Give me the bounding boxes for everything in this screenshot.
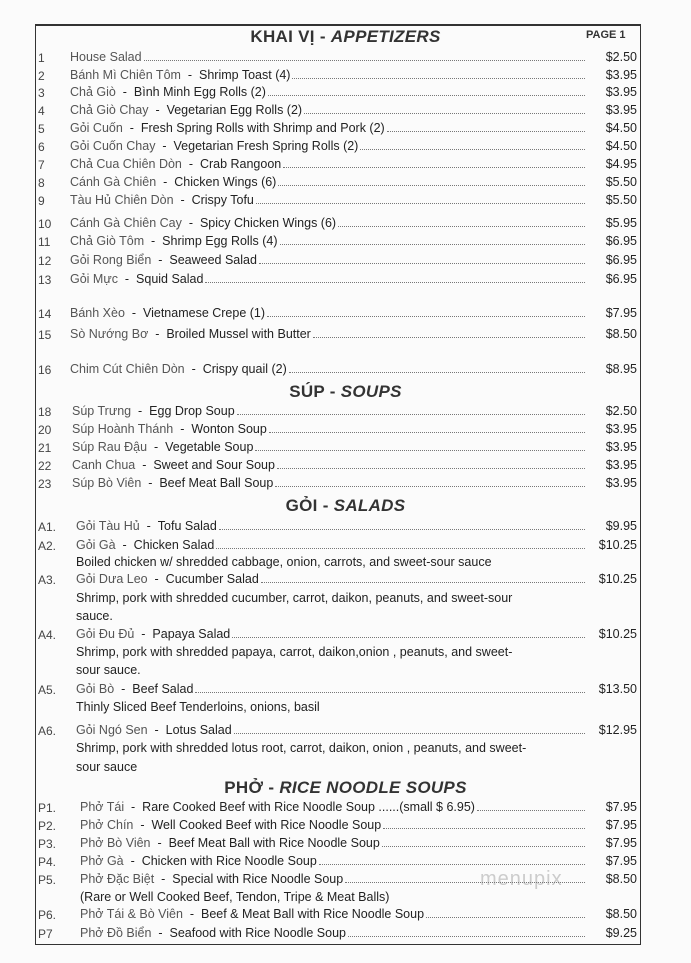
menu-item bbox=[70, 121, 585, 135]
dash: - bbox=[133, 818, 152, 832]
item-number: 20 bbox=[38, 423, 52, 437]
item-name-vn: Phở Đặc Biệt bbox=[80, 872, 155, 886]
dot-leader bbox=[387, 122, 585, 132]
item-name-vn: Gỏi Gà bbox=[76, 538, 116, 552]
item-number: 14 bbox=[38, 307, 52, 321]
page-number: PAGE 1 bbox=[586, 29, 626, 41]
item-name-vn: Tàu Hủ Chiên Dòn bbox=[70, 193, 174, 207]
dot-leader bbox=[278, 176, 585, 186]
item-number: 23 bbox=[38, 477, 52, 491]
dash: - bbox=[184, 362, 203, 376]
dash: - bbox=[148, 103, 167, 117]
item-name-en: Beef Meat Ball Soup bbox=[159, 476, 274, 490]
menu-item bbox=[70, 272, 585, 286]
dash: - bbox=[173, 422, 192, 436]
separator: - bbox=[317, 496, 334, 515]
item-name-en: Special with Rice Noodle Soup bbox=[172, 872, 344, 886]
menu-item bbox=[72, 458, 585, 472]
item-price: $2.50 bbox=[605, 404, 637, 418]
item-price: $3.95 bbox=[605, 476, 637, 490]
menu-item bbox=[72, 404, 585, 418]
item-name-vn: Gỏi Dưa Leo bbox=[76, 572, 148, 586]
dot-leader bbox=[267, 307, 585, 317]
dash: - bbox=[139, 519, 158, 533]
dot-leader bbox=[259, 254, 585, 264]
item-description: sour sauce bbox=[76, 760, 138, 774]
item-name-en: Seaweed Salad bbox=[169, 253, 257, 267]
dash: - bbox=[182, 907, 201, 921]
item-number: 18 bbox=[38, 405, 52, 419]
item-number: 3 bbox=[38, 86, 45, 100]
dot-leader bbox=[261, 573, 585, 583]
item-price: $8.50 bbox=[605, 327, 637, 341]
item-name-en: Beef & Meat Ball with Rice Noodle Soup bbox=[201, 907, 425, 921]
dot-leader bbox=[477, 801, 585, 811]
dash: - bbox=[114, 682, 133, 696]
item-name-vn: Bánh Xèo bbox=[70, 306, 125, 320]
dash: - bbox=[135, 458, 154, 472]
item-name-vn: Cánh Gà Chiên Cay bbox=[70, 216, 182, 230]
item-number: 5 bbox=[38, 122, 45, 136]
menu-item bbox=[70, 306, 585, 320]
item-name-en: Papaya Salad bbox=[152, 627, 231, 641]
menu-item bbox=[80, 818, 585, 832]
menu-item bbox=[80, 907, 585, 921]
section-title-en: APPETIZERS bbox=[330, 27, 441, 46]
menu-item bbox=[70, 103, 585, 117]
item-name-en: Well Cooked Beef with Rice Noodle Soup bbox=[151, 818, 382, 832]
item-name-en: Chicken Salad bbox=[133, 538, 215, 552]
item-description: Shrimp, pork with shredded papaya, carrot, daikon,onion , peanuts, and sweet- bbox=[76, 645, 513, 659]
dot-leader bbox=[319, 855, 585, 865]
menu-item bbox=[70, 253, 585, 267]
dash: - bbox=[147, 572, 166, 586]
menu-item bbox=[70, 157, 585, 171]
item-price: $6.95 bbox=[605, 253, 637, 267]
item-name-vn: Gỏi Rong Biển bbox=[70, 253, 152, 267]
item-number: A2. bbox=[38, 539, 57, 553]
item-description: (Rare or Well Cooked Beef, Tendon, Tripe & Meat Balls) bbox=[80, 890, 390, 904]
menu-item bbox=[70, 216, 585, 230]
menu-item bbox=[80, 800, 585, 814]
item-price: $3.95 bbox=[605, 103, 637, 117]
item-name-vn: Phở Chín bbox=[80, 818, 134, 832]
dash: - bbox=[124, 306, 143, 320]
item-description: Shrimp, pork with shredded lotus root, carrot, daikon, onion , peanuts, and sweet- bbox=[76, 741, 527, 755]
item-number: 2 bbox=[38, 69, 45, 83]
item-name-vn: Phở Bò Viên bbox=[80, 836, 151, 850]
item-name-en: Shrimp Egg Rolls (4) bbox=[162, 234, 278, 248]
item-name-en: Wonton Soup bbox=[191, 422, 267, 436]
dot-leader bbox=[144, 51, 585, 61]
dot-leader bbox=[345, 873, 585, 883]
item-name-en: Vegetarian Fresh Spring Rolls (2) bbox=[173, 139, 359, 153]
item-name-vn: Phở Đồ Biển bbox=[80, 926, 152, 940]
item-price: $5.95 bbox=[605, 216, 637, 230]
item-number: 8 bbox=[38, 176, 45, 190]
menu-item bbox=[76, 519, 585, 533]
dash: - bbox=[155, 139, 174, 153]
item-description: sour sauce. bbox=[76, 663, 141, 677]
item-name-vn: Chả Giò Chay bbox=[70, 103, 149, 117]
item-name-vn: Súp Bò Viên bbox=[72, 476, 142, 490]
item-name-vn: Gỏi Đu Đủ bbox=[76, 627, 135, 641]
item-number: A6. bbox=[38, 724, 57, 738]
item-price: $10.25 bbox=[598, 627, 637, 641]
dot-leader bbox=[289, 363, 585, 373]
item-price: $13.50 bbox=[598, 682, 637, 696]
item-price: $6.95 bbox=[605, 272, 637, 286]
menu-item bbox=[80, 872, 585, 886]
menu-item bbox=[76, 538, 585, 552]
item-price: $10.25 bbox=[598, 572, 637, 586]
section-header bbox=[0, 382, 691, 402]
dash: - bbox=[134, 627, 153, 641]
item-name-vn: Chả Cua Chiên Dòn bbox=[70, 157, 182, 171]
dot-leader bbox=[216, 539, 585, 549]
item-price: $9.95 bbox=[605, 519, 637, 533]
dash: - bbox=[115, 538, 134, 552]
item-price: $7.95 bbox=[605, 836, 637, 850]
dash: - bbox=[150, 836, 169, 850]
dot-leader bbox=[360, 140, 585, 150]
dot-leader bbox=[348, 927, 585, 937]
item-name-en: Crispy Tofu bbox=[191, 193, 254, 207]
menu-item bbox=[80, 854, 585, 868]
item-description: Boiled chicken w/ shredded cabbage, onion, carrots, and sweet-sour sauce bbox=[76, 555, 492, 569]
separator: - bbox=[324, 382, 341, 401]
dash: - bbox=[115, 85, 134, 99]
item-name-en: Sweet and Sour Soup bbox=[153, 458, 275, 472]
item-number: 11 bbox=[38, 235, 51, 249]
item-name-vn: Gỏi Cuốn Chay bbox=[70, 139, 156, 153]
dash: - bbox=[154, 872, 173, 886]
item-name-vn: Bánh Mì Chiên Tôm bbox=[70, 68, 181, 82]
item-name-en: Egg Drop Soup bbox=[149, 404, 235, 418]
menu-item bbox=[70, 175, 585, 189]
item-number: A5. bbox=[38, 683, 57, 697]
dash: - bbox=[181, 157, 200, 171]
item-number: 1 bbox=[38, 51, 45, 65]
separator: - bbox=[314, 27, 331, 46]
item-price: $3.95 bbox=[605, 422, 637, 436]
item-price: $6.95 bbox=[605, 234, 637, 248]
dash: - bbox=[147, 440, 166, 454]
item-name-vn: Súp Hoành Thánh bbox=[72, 422, 174, 436]
dot-leader bbox=[219, 520, 585, 530]
dash: - bbox=[147, 723, 166, 737]
dot-leader bbox=[195, 683, 585, 693]
item-number: A1. bbox=[38, 520, 57, 534]
item-price: $4.95 bbox=[605, 157, 637, 171]
item-name-vn: Phở Gà bbox=[80, 854, 124, 868]
item-number: 12 bbox=[38, 254, 52, 268]
dot-leader bbox=[338, 217, 585, 227]
item-price: $7.95 bbox=[605, 818, 637, 832]
item-name-en: Chicken Wings (6) bbox=[174, 175, 277, 189]
dot-leader bbox=[292, 69, 585, 79]
item-name-en: Beef Salad bbox=[132, 682, 194, 696]
dash: - bbox=[144, 234, 163, 248]
item-price: $9.25 bbox=[605, 926, 637, 940]
section-title-en: SALADS bbox=[333, 496, 406, 515]
item-number: 7 bbox=[38, 158, 45, 172]
item-price: $3.95 bbox=[605, 85, 637, 99]
dash: - bbox=[123, 854, 142, 868]
dot-leader bbox=[304, 104, 585, 114]
dash: - bbox=[148, 327, 167, 341]
item-price: $3.95 bbox=[605, 68, 637, 82]
item-name-vn: Cánh Gà Chiên bbox=[70, 175, 157, 189]
item-price: $8.50 bbox=[605, 872, 637, 886]
menu-item bbox=[70, 50, 585, 64]
menu-item bbox=[76, 627, 585, 641]
item-name-vn: Sò Nướng Bơ bbox=[70, 327, 149, 341]
item-price: $12.95 bbox=[598, 723, 637, 737]
item-name-en: Cucumber Salad bbox=[165, 572, 259, 586]
item-name-en: Rare Cooked Beef with Rice Noodle Soup ......(small $ 6.95) bbox=[142, 800, 475, 814]
dot-leader bbox=[269, 423, 585, 433]
item-description: Shrimp, pork with shredded cucumber, carrot, daikon, peanuts, and sweet-sour bbox=[76, 591, 513, 605]
item-name-en: Lotus Salad bbox=[165, 723, 232, 737]
dash: - bbox=[180, 68, 199, 82]
menu-item bbox=[72, 476, 585, 490]
dot-leader bbox=[234, 724, 585, 734]
item-name-en: Bình Minh Egg Rolls (2) bbox=[133, 85, 266, 99]
item-number: P2. bbox=[38, 819, 57, 833]
dot-leader bbox=[313, 328, 585, 338]
item-name-vn: Gỏi Ngó Sen bbox=[76, 723, 148, 737]
dash: - bbox=[117, 272, 137, 286]
dash: - bbox=[124, 800, 143, 814]
section-header bbox=[0, 27, 691, 47]
item-price: $3.95 bbox=[605, 440, 637, 454]
item-name-vn: Gỏi Bò bbox=[76, 682, 115, 696]
item-name-vn: Phở Tái bbox=[80, 800, 125, 814]
section-header bbox=[0, 778, 691, 798]
item-number: 9 bbox=[38, 194, 45, 208]
dash: - bbox=[122, 121, 141, 135]
dot-leader bbox=[426, 908, 585, 918]
item-name-vn: Chim Cút Chiên Dòn bbox=[70, 362, 185, 376]
item-name-vn: Gỏi Tàu Hủ bbox=[76, 519, 140, 533]
separator: - bbox=[263, 778, 280, 797]
item-price: $8.95 bbox=[605, 362, 637, 376]
dash: - bbox=[173, 193, 192, 207]
item-number: 22 bbox=[38, 459, 52, 473]
item-name-en: Squid Salad bbox=[136, 272, 204, 286]
item-name-en: Seafood with Rice Noodle Soup bbox=[169, 926, 347, 940]
item-name-vn: Gỏi Cuốn bbox=[70, 121, 123, 135]
dot-leader bbox=[255, 441, 585, 451]
item-price: $7.95 bbox=[605, 854, 637, 868]
dash: - bbox=[181, 216, 200, 230]
dot-leader bbox=[382, 837, 585, 847]
dot-leader bbox=[280, 235, 586, 245]
item-number: A4. bbox=[38, 628, 57, 642]
menu-item bbox=[70, 362, 585, 376]
item-name-vn: Gỏi Mực bbox=[70, 272, 118, 286]
section-title-vn: PHỞ bbox=[224, 778, 264, 797]
dot-leader bbox=[256, 194, 585, 204]
section-title-en: SOUPS bbox=[340, 382, 402, 401]
section-title-vn: SÚP bbox=[289, 382, 325, 401]
menu-item bbox=[70, 85, 585, 99]
dot-leader bbox=[275, 477, 585, 487]
item-number: P1. bbox=[38, 801, 57, 815]
menu-item bbox=[76, 682, 585, 696]
item-name-en: Vegetarian Egg Rolls (2) bbox=[166, 103, 303, 117]
item-number: P7 bbox=[38, 927, 53, 941]
dot-leader bbox=[268, 86, 585, 96]
item-price: $2.50 bbox=[605, 50, 637, 64]
menu-item bbox=[76, 572, 585, 586]
item-name-vn: Phở Tái & Bò Viên bbox=[80, 907, 183, 921]
menu-item bbox=[70, 234, 585, 248]
item-price: $8.50 bbox=[605, 907, 637, 921]
item-name-en: Spicy Chicken Wings (6) bbox=[199, 216, 337, 230]
item-name-vn: Súp Trưng bbox=[72, 404, 132, 418]
menu-item bbox=[72, 422, 585, 436]
item-number: 16 bbox=[38, 363, 52, 377]
section-header bbox=[0, 496, 691, 516]
menu-item bbox=[80, 926, 585, 940]
dot-leader bbox=[283, 158, 585, 168]
item-number: 10 bbox=[38, 217, 52, 231]
item-name-vn: House Salad bbox=[70, 50, 142, 64]
item-name-en: Broiled Mussel with Butter bbox=[166, 327, 311, 341]
item-number: 6 bbox=[38, 140, 45, 154]
item-name-en: Tofu Salad bbox=[157, 519, 217, 533]
item-name-en: Chicken with Rice Noodle Soup bbox=[141, 854, 317, 868]
dash: - bbox=[131, 404, 150, 418]
dash: - bbox=[156, 175, 175, 189]
item-name-en: Crab Rangoon bbox=[199, 157, 282, 171]
item-price: $7.95 bbox=[605, 800, 637, 814]
item-number: P4. bbox=[38, 855, 57, 869]
item-name-vn: Chả Giò Tôm bbox=[70, 234, 145, 248]
menu-item bbox=[70, 139, 585, 153]
dot-leader bbox=[237, 405, 585, 415]
menu-item bbox=[70, 327, 585, 341]
section-title-vn: GỎI bbox=[285, 496, 318, 515]
dash: - bbox=[141, 476, 160, 490]
section-title-vn: KHAI VỊ bbox=[250, 27, 315, 46]
dash: - bbox=[151, 926, 170, 940]
section-title-en: RICE NOODLE SOUPS bbox=[279, 778, 467, 797]
item-price: $5.50 bbox=[605, 175, 637, 189]
menu-item bbox=[80, 836, 585, 850]
item-name-en: Vietnamese Crepe (1) bbox=[142, 306, 266, 320]
item-price: $10.25 bbox=[598, 538, 637, 552]
watermark: menupix bbox=[480, 868, 563, 890]
menu-item bbox=[76, 723, 585, 737]
dot-leader bbox=[383, 819, 585, 829]
item-price: $4.50 bbox=[605, 121, 637, 135]
item-name-en: Beef Meat Ball with Rice Noodle Soup bbox=[168, 836, 380, 850]
dot-leader bbox=[277, 459, 585, 469]
item-price: $7.95 bbox=[605, 306, 637, 320]
item-name-en: Vegetable Soup bbox=[165, 440, 254, 454]
dash: - bbox=[151, 253, 170, 267]
item-number: A3. bbox=[38, 573, 57, 587]
item-number: 15 bbox=[38, 328, 52, 342]
item-description: Thinly Sliced Beef Tenderloins, onions, basil bbox=[76, 700, 320, 714]
item-number: 21 bbox=[38, 441, 52, 455]
dot-leader bbox=[232, 628, 585, 638]
item-number: P5. bbox=[38, 873, 57, 887]
item-description: sauce. bbox=[76, 609, 113, 623]
item-name-en: Shrimp Toast (4) bbox=[199, 68, 291, 82]
item-number: P6. bbox=[38, 908, 57, 922]
menu-item bbox=[70, 68, 585, 82]
item-name-vn: Canh Chua bbox=[72, 458, 136, 472]
item-price: $3.95 bbox=[605, 458, 637, 472]
item-number: P3. bbox=[38, 837, 57, 851]
item-name-en: Crispy quail (2) bbox=[202, 362, 287, 376]
item-number: 4 bbox=[38, 104, 45, 118]
item-number: 13 bbox=[38, 273, 52, 287]
item-name-vn: Chả Giò bbox=[70, 85, 116, 99]
dot-leader bbox=[205, 273, 585, 283]
item-name-vn: Súp Rau Đậu bbox=[72, 440, 148, 454]
item-price: $5.50 bbox=[605, 193, 637, 207]
menu-item bbox=[70, 193, 585, 207]
menu-item bbox=[72, 440, 585, 454]
item-price: $4.50 bbox=[605, 139, 637, 153]
item-name-en: Fresh Spring Rolls with Shrimp and Pork (2) bbox=[140, 121, 385, 135]
